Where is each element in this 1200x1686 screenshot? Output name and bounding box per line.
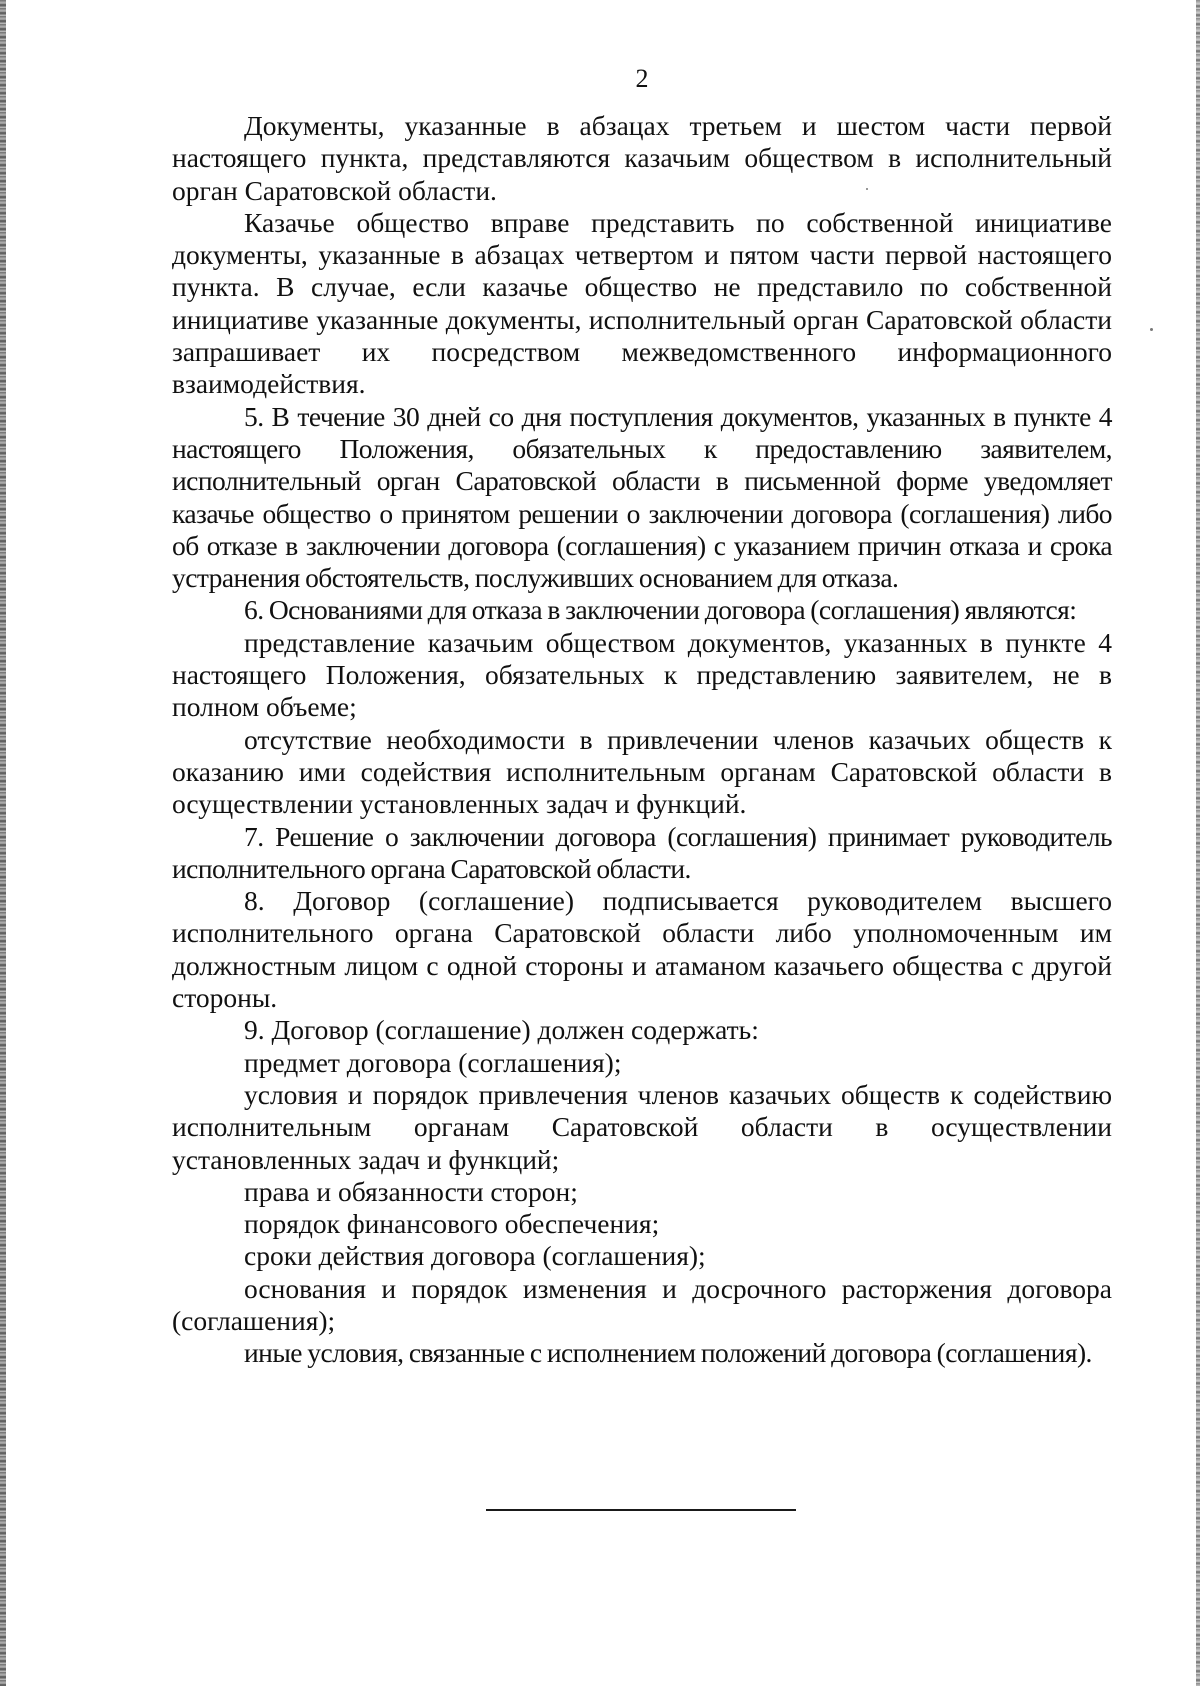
list-item: иные условия, связанные с исполнением положений договора (соглашения). (244, 1337, 1092, 1369)
paragraph: Казачье общество вправе представить по собственной инициативе документы, указанные в абзацах четвертом и пятом части первой настоящего пункта. В случае, если казачье общество не представило по собственной инициативе указанные документы, исполнительный орган Саратовской области запрашивает их посредством межведомственного информационного взаимодействия. (172, 206, 1112, 400)
page-number: 2 (635, 64, 649, 93)
paragraph: Документы, указанные в абзацах третьем и шестом части первой настоящего пункта, представляются казачьим обществом в исполнительный орган Саратовской области. (172, 110, 1112, 206)
list-item: условия и порядок привлечения членов казачьих обществ к содействию исполнительным органам Саратовской области в осуществлении установленных задач и функций; (172, 1078, 1112, 1175)
paragraph: 8. Договор (соглашение) подписывается руководителем высшего исполнительного органа Саратовской области либо уполномоченным им должностным лицом с одной стороны и атаманом казачьего общества с другой стороны. (172, 885, 1112, 1014)
list-item: права и обязанности сторон; (244, 1175, 578, 1207)
paragraph: 5. В течение 30 дней со дня поступления документов, указанных в пункте 4 настоящего Положения, обязательных к предоставлению заявителем, исполнительный орган Саратовской области в письменной форме уведомляет казачье общество о принятом решении о заключении договора (соглашения) либо об отказе в заключении договора (соглашения) с указанием причин отказа и срока устранения обстоятельств, послуживших основанием для отказа. (172, 400, 1112, 594)
scan-speck (866, 188, 868, 190)
scan-edge-right (1196, 0, 1200, 1686)
list-item: порядок финансового обеспечения; (244, 1208, 660, 1240)
scan-speck (1150, 328, 1153, 331)
scan-edge-left (0, 0, 6, 1686)
paragraph: отсутствие необходимости в привлечении членов казачьих обществ к оказанию ими содействия исполнительным органам Саратовской области в осуществлении установленных задач и функций. (172, 723, 1112, 820)
end-of-document-rule (486, 1509, 796, 1511)
document-body (172, 110, 1112, 1370)
list-item: предмет договора (соглашения); (244, 1046, 622, 1078)
paragraph: 7. Решение о заключении договора (соглашения) принимает руководитель исполнительного органа Саратовской области. (172, 820, 1112, 884)
list-item: сроки действия договора (соглашения); (244, 1240, 706, 1272)
list-item: основания и порядок изменения и досрочного расторжения договора (соглашения); (172, 1272, 1112, 1336)
paragraph: 6. Основаниями для отказа в заключении договора (соглашения) являются: (244, 594, 1077, 626)
paragraph: представление казачьим обществом документов, указанных в пункте 4 настоящего Положения, обязательных к представлению заявителем, не в полном объеме; (172, 626, 1112, 723)
paragraph: 9. Договор (соглашение) должен содержать: (244, 1014, 759, 1046)
